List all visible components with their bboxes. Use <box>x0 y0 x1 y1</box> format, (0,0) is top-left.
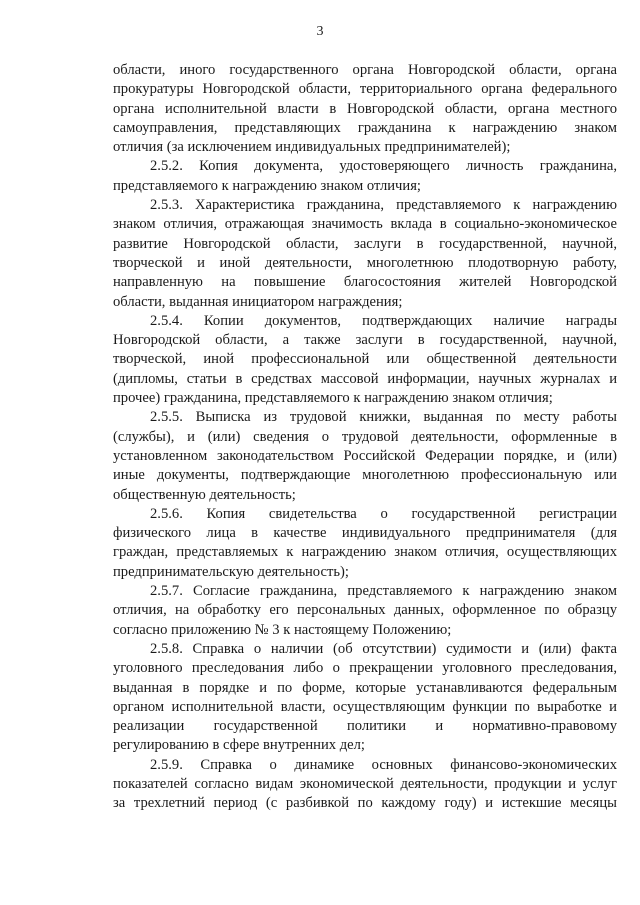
text-line: иные документы, подтверждающие многолетнюю профессиональную или <box>113 467 617 484</box>
text-line: развитие Новгородской области, заслуги в государственной, научной, <box>113 235 617 252</box>
text-line: 2.5.4. Копии документов, подтверждающих наличие награды <box>150 312 617 329</box>
text-line: реализации государственной политики и нормативно-правовому <box>113 718 617 735</box>
text-line: 2.5.7. Согласие гражданина, представляемого к награждению знаком <box>150 583 617 600</box>
text-line: прочее) гражданина, представляемого к награждению знаком отличия; <box>113 390 553 407</box>
text-line: прокуратуры Новгородской области, территориального органа федерального <box>113 81 617 98</box>
text-line: направленную на повышение благосостояния жителей Новгородской <box>113 274 617 291</box>
text-line: регулированию в сфере внутренних дел; <box>113 737 365 754</box>
text-line: отличия (за исключением индивидуальных предпринимателей); <box>113 139 511 156</box>
text-line: граждан, представляемых к награждению знаком отличия, осуществляющих <box>113 544 617 561</box>
text-line: отличия, на обработку его персональных данных, оформленное по образцу <box>113 602 617 619</box>
text-line: Новгородской области, а также заслуги в государственной, научной, <box>113 332 617 349</box>
text-line: (службы), и (или) сведения о трудовой деятельности, оформленные в <box>113 428 617 445</box>
text-line: общественную деятельность; <box>113 486 296 503</box>
text-line: 2.5.9. Справка о динамике основных финансово-экономических <box>150 756 617 773</box>
text-line: выданная в порядке и по форме, которые устанавливаются федеральным <box>113 679 617 696</box>
text-line: 2.5.6. Копия свидетельства о государственной регистрации <box>150 505 617 522</box>
page-number: 3 <box>316 24 324 39</box>
text-line: установленном законодательством Российской Федерации порядке, и (или) <box>113 447 617 464</box>
text-line: предпринимательскую деятельность); <box>113 563 349 580</box>
text-line: 2.5.5. Выписка из трудовой книжки, выданная по месту работы <box>150 409 617 426</box>
text-line: 2.5.8. Справка о наличии (об отсутствии) судимости и (или) факта <box>150 640 617 657</box>
text-line: области, выданная инициатором награждения; <box>113 293 403 310</box>
text-line: 2.5.2. Копия документа, удостоверяющего личность гражданина, <box>150 158 617 175</box>
text-line: 2.5.3. Характеристика гражданина, представляемого к награждению <box>150 197 617 214</box>
text-line: органом исполнительной власти, осуществляющим функции по выработке и <box>113 698 617 715</box>
text-line: знаком отличия, отражающая значимость вклада в социально-экономическое <box>113 216 617 233</box>
text-line: показателей согласно видам экономической деятельности, продукции и услуг <box>113 775 617 792</box>
text-line: творческой и иной деятельности, многолетнюю плодотворную работу, <box>113 254 617 271</box>
text-line: самоуправления, представляющих гражданина к награждению знаком <box>113 119 617 136</box>
text-line: представляемого к награждению знаком отличия; <box>113 177 421 194</box>
text-line: творческой, иной профессиональной или общественной деятельности <box>113 351 617 368</box>
text-line: согласно приложению № 3 к настоящему Положению; <box>113 621 452 638</box>
text-line: за трехлетний период (с разбивкой по каждому году) и истекшие месяцы <box>113 795 617 812</box>
document-body <box>113 61 617 814</box>
text-line: уголовного преследования либо о прекращении уголовного преследования, <box>113 660 617 677</box>
text-line: (дипломы, статьи в средствах массовой информации, научных журналах и <box>113 370 617 387</box>
text-line: органа исполнительной власти в Новгородской области, органа местного <box>113 100 617 117</box>
text-line: физического лица в качестве индивидуального предпринимателя (для <box>113 525 617 542</box>
text-line: области, иного государственного органа Новгородской области, органа <box>113 62 617 78</box>
